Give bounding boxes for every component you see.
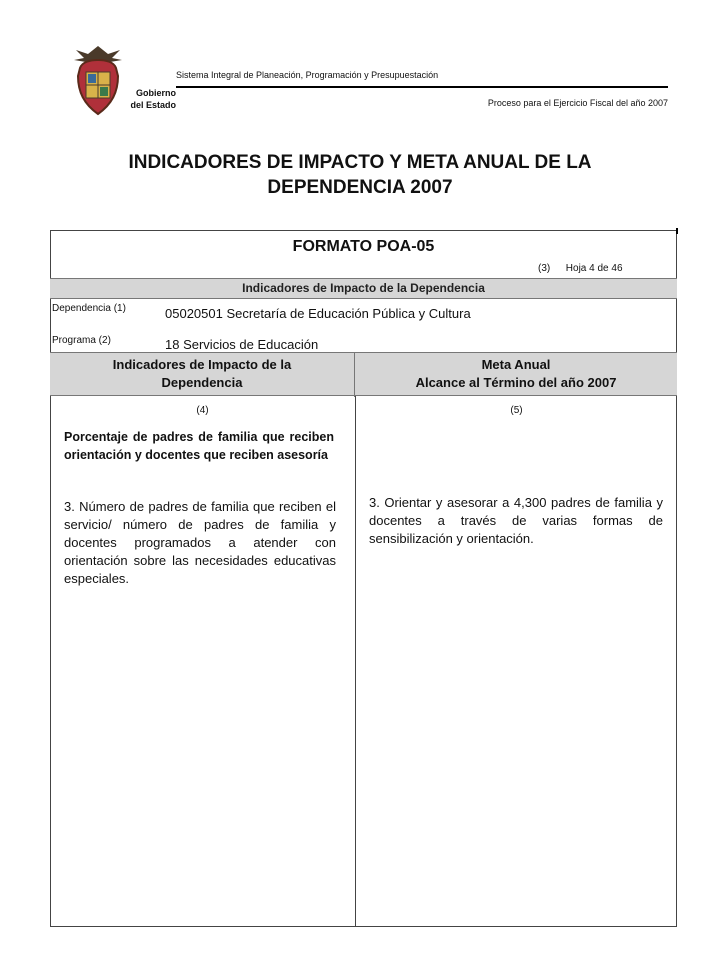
column-header-meta bbox=[355, 353, 677, 397]
page-title-line2: DEPENDENCIA 2007 bbox=[267, 177, 453, 198]
programa-value: 18 Servicios de Educación bbox=[165, 337, 319, 352]
sheet-indicator bbox=[538, 263, 623, 274]
ref-3: (3) bbox=[538, 263, 551, 274]
indicator-title: Porcentaje de padres de familia que reciben orientación y docentes que reciben asesoría bbox=[64, 430, 334, 462]
header-divider bbox=[176, 86, 668, 88]
column-header-meta-line1: Meta Anual bbox=[481, 357, 551, 372]
column-divider bbox=[355, 396, 356, 927]
sheet-number: Hoja 4 de 46 bbox=[565, 263, 623, 274]
fiscal-process: Proceso para el Ejercicio Fiscal del año 2007 bbox=[487, 98, 668, 108]
column-header-row bbox=[50, 352, 677, 396]
indicator-description: 3. Número de padres de familia que reciben el servicio/ número de padres de familia y docentes programados a atender con orientación sobre las necesidades educativas especiales. bbox=[64, 499, 336, 586]
corner-tick bbox=[676, 228, 678, 234]
column-header-meta-line2: Alcance al Término del año 2007 bbox=[415, 375, 617, 390]
section-band: Indicadores de Impacto de la Dependencia bbox=[50, 278, 677, 299]
page-title bbox=[60, 150, 660, 200]
dependencia-value: 05020501 Secretaría de Educación Pública y Cultura bbox=[165, 306, 471, 321]
ref-4: (4) bbox=[196, 405, 209, 416]
page-title-line1: INDICADORES DE IMPACTO Y META ANUAL DE LA bbox=[128, 152, 592, 173]
ref-5: (5) bbox=[510, 405, 523, 416]
annual-goal: 3. Orientar y asesorar a 4,300 padres de familia y docentes a través de varias formas de sensibilización y orientación. bbox=[369, 495, 663, 546]
state-seal-logo bbox=[70, 42, 126, 120]
form-name: FORMATO POA-05 bbox=[292, 238, 435, 255]
dependencia-label: Dependencia (1) bbox=[52, 303, 126, 314]
government-label-line1: Gobierno bbox=[136, 88, 176, 98]
government-label-line2: del Estado bbox=[130, 100, 176, 110]
column-header-indicators-line1: Indicadores de Impacto de la bbox=[112, 357, 292, 372]
column-header-indicators-line2: Dependencia bbox=[161, 375, 243, 390]
system-name: Sistema Integral de Planeación, Programación y Presupuestación bbox=[176, 70, 439, 80]
programa-label: Programa (2) bbox=[52, 335, 111, 346]
government-label bbox=[122, 87, 176, 111]
column-header-indicators bbox=[50, 353, 355, 397]
